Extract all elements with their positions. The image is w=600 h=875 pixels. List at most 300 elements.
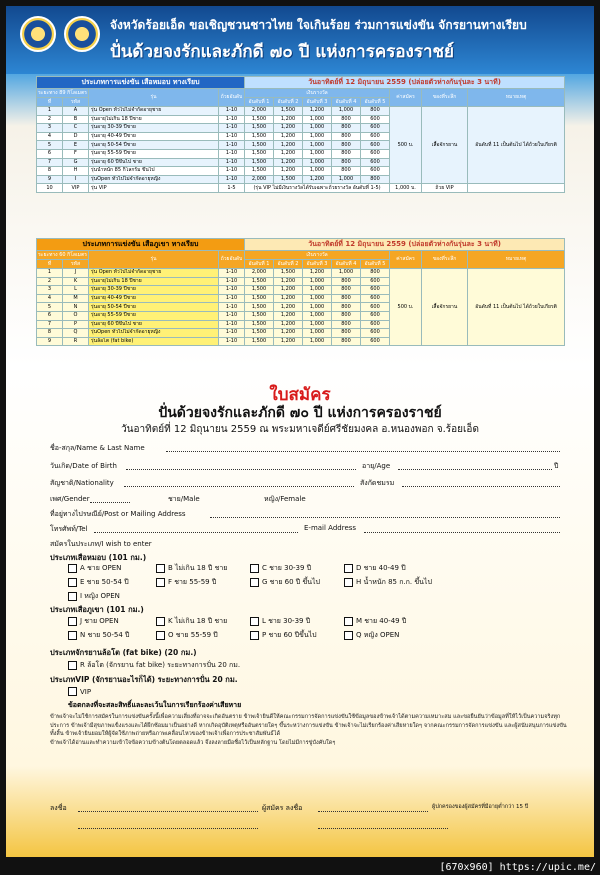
cell: 600 (361, 329, 390, 338)
cell: 1,000 (303, 124, 332, 133)
cell: 8 (37, 167, 63, 176)
col-code: รหัส (63, 98, 89, 107)
cell: 800 (332, 141, 361, 150)
cell: 1,000 (303, 141, 332, 150)
cell: 1,500 (245, 311, 274, 320)
cell: L (63, 286, 89, 295)
cell: 6 (37, 149, 63, 158)
option-label: VIP (80, 687, 92, 696)
cell: 1-10 (219, 107, 245, 116)
cell: 1-10 (219, 294, 245, 303)
option-label: K ไม่เกิน 18 ปี ชาย (168, 617, 228, 625)
cell-class: รุ่นOpen ทั่วไปไม่จำกัดอายุหญิง (89, 175, 219, 184)
cell: 2 (37, 277, 63, 286)
cell: 1,500 (245, 115, 274, 124)
cell: 800 (361, 107, 390, 116)
birth-label: วันเกิด/Date of Birth (50, 462, 117, 470)
address-label: ที่อยู่ทางไปรษณีย์/Post or Mailing Address (50, 510, 186, 518)
checkbox[interactable] (156, 564, 165, 573)
cell: 1 (37, 107, 63, 116)
checkbox[interactable] (250, 617, 259, 626)
cell: 800 (361, 175, 390, 184)
cell: 1-10 (219, 124, 245, 133)
cell: 1,000 (303, 337, 332, 346)
cell: 1,000 (303, 115, 332, 124)
cell: 1,500 (245, 132, 274, 141)
organization-seal-icon (64, 16, 100, 52)
option-H[interactable] (344, 577, 432, 588)
cell: 1-10 (219, 167, 245, 176)
cell: 4 (37, 294, 63, 303)
cell: 7 (37, 158, 63, 167)
col-place-5: อันดับที่ 5 (361, 98, 390, 107)
guardian-signature-field[interactable] (318, 811, 428, 812)
table-row (37, 107, 565, 116)
cell: 600 (361, 311, 390, 320)
club-field[interactable] (402, 486, 560, 487)
birth-field[interactable] (126, 469, 356, 470)
checkbox[interactable] (68, 687, 77, 696)
cell: 1-10 (219, 115, 245, 124)
option-Q[interactable] (344, 630, 399, 641)
cell: 1,500 (245, 294, 274, 303)
option-label: R ล้อโต (จักรยาน fat bike) ระยะทางการปั่น 20 กม. (80, 661, 241, 669)
year-label: ปี (554, 462, 559, 470)
cell-class: รุ่นอายุไม่เกิน 18 ปีชาย (89, 115, 219, 124)
checkbox[interactable] (250, 564, 259, 573)
cell: 600 (361, 303, 390, 312)
cell: 1,500 (245, 149, 274, 158)
cell-class: รุ่นอายุ 55-59 ปีชาย (89, 149, 219, 158)
sign-label: ลงชื่อ (50, 804, 67, 812)
name-label: ชื่อ-สกุล/Name & Last Name (50, 444, 145, 452)
option-label: M ชาย 40-49 ปี (356, 617, 407, 625)
col-note: หมายเหตุ (468, 89, 565, 107)
cell: VIP (63, 184, 89, 193)
cell: P (63, 320, 89, 329)
section-vip: ประเภทVIP (จักรยานอะไรก็ได้) ระยะทางการปั่น 20 กม. (50, 675, 238, 684)
cell: F (63, 149, 89, 158)
guardian-sign-label: ผู้สมัคร ลงชื่อ (262, 804, 303, 812)
col-fee: ค่าสมัคร (390, 251, 422, 269)
cell: 800 (332, 329, 361, 338)
cell: 1-5 (219, 184, 245, 193)
cell: 1,000 (303, 294, 332, 303)
cell: A (63, 107, 89, 116)
cell-class: รุ่นอายุ 60 ปีขึ้นไป ชาย (89, 320, 219, 329)
cell-class: รุ่น Open ทั่วไปไม่จำกัดอายุชาย (89, 269, 219, 278)
cell: 1,500 (245, 277, 274, 286)
tel-field[interactable] (94, 532, 298, 533)
cell: 1,500 (245, 303, 274, 312)
cell: 800 (361, 269, 390, 278)
cell: 1,200 (274, 337, 303, 346)
section-mountain-bike: ประเภทเสือภูเขา (101 กม.) (50, 605, 144, 614)
col-gift: ของที่ระลึก (422, 251, 468, 269)
cell: 1,500 (245, 286, 274, 295)
cell: 1,200 (274, 294, 303, 303)
col-award: ถ้วยอันดับ (219, 89, 245, 107)
col-code: รหัส (63, 260, 89, 269)
option-B[interactable] (156, 563, 227, 574)
cell: 600 (361, 124, 390, 133)
option-label: C ชาย 30-39 ปี (262, 564, 312, 572)
table-title: ประเภทการแข่งขัน เสือหมอบ ทางเรียบ (37, 77, 245, 89)
option-label: D ชาย 40-49 ปี (356, 564, 406, 572)
cell: 1,500 (274, 175, 303, 184)
cell: 800 (332, 337, 361, 346)
section-road-bike: ประเภทเสือหมอบ (101 กม.) (50, 553, 147, 562)
distance: ระยะทาง 89 กิโลเมตร (38, 89, 87, 96)
cell: 9 (37, 337, 63, 346)
cell: 1,200 (274, 158, 303, 167)
option-label: N ชาย 50-54 ปี (80, 631, 130, 639)
guardian-note: ผู้ปกครองของผู้สมัครที่มีอายุต่ำกว่า 15 ปี (432, 804, 529, 810)
cell: 5 (37, 303, 63, 312)
checkbox[interactable] (344, 631, 353, 640)
cell: 1,000 (303, 286, 332, 295)
option-N[interactable] (68, 630, 129, 641)
checkbox[interactable] (344, 564, 353, 573)
col-place-5: อันดับที่ 5 (361, 260, 390, 269)
table-row (37, 269, 565, 278)
cell-empty (468, 184, 565, 193)
col-place-3: อันดับที่ 3 (303, 98, 332, 107)
checkbox[interactable] (156, 578, 165, 587)
cell: 8 (37, 329, 63, 338)
cell-class: รุ่นอายุ 50-54 ปีชาย (89, 303, 219, 312)
cell: 1,500 (245, 337, 274, 346)
cell: 1-10 (219, 337, 245, 346)
province-seal-icon (20, 16, 56, 52)
address-field[interactable] (210, 517, 560, 518)
option-E[interactable] (68, 577, 129, 588)
cell: 2,000 (245, 107, 274, 116)
header-banner (6, 6, 594, 74)
cell: M (63, 294, 89, 303)
option-F[interactable] (156, 577, 216, 588)
mountain-bike-table (36, 238, 565, 346)
cell: 1,200 (274, 303, 303, 312)
cell: 600 (361, 277, 390, 286)
cell: 2,000 (245, 269, 274, 278)
cell: N (63, 303, 89, 312)
cell: 1,000 (303, 277, 332, 286)
cell: 1-10 (219, 269, 245, 278)
cell-class: รุ่นอายุ 30-39 ปีชาย (89, 286, 219, 295)
checkbox[interactable] (68, 631, 77, 640)
col-award: ถ้วยอันดับ (219, 251, 245, 269)
cell: 1,200 (274, 320, 303, 329)
col-place-4: อันดับที่ 4 (332, 260, 361, 269)
cell-class: รุ่นอายุ 40-49 ปีชาย (89, 294, 219, 303)
col-no: ที่ (37, 260, 63, 269)
col-note: หมายเหตุ (468, 251, 565, 269)
col-gift: ของที่ระลึก (422, 89, 468, 107)
cell: 800 (332, 320, 361, 329)
email-field[interactable] (364, 532, 560, 533)
option-label: H น้ำหนัก 85 ก.ก. ขึ้นไป (356, 578, 432, 586)
cell: 1,500 (245, 124, 274, 133)
cell: E (63, 141, 89, 150)
option-K[interactable] (156, 616, 227, 627)
cell: 1-10 (219, 303, 245, 312)
option-R[interactable] (68, 660, 240, 671)
cell: 800 (332, 277, 361, 286)
checkbox[interactable] (68, 661, 77, 670)
cell: 600 (361, 294, 390, 303)
age-label: อายุ/Age (362, 462, 391, 470)
cell: 600 (361, 149, 390, 158)
cell: 1-10 (219, 286, 245, 295)
checkbox[interactable] (250, 578, 259, 587)
cell: 1,000 (303, 329, 332, 338)
cell: 1,200 (274, 124, 303, 133)
nationality-label: สัญชาติ/Nationality (50, 479, 114, 487)
cell-fee: 500 บ. (390, 269, 422, 346)
cell: 10 (37, 184, 63, 193)
terms-title: ข้อตกลงที่จะสละสิทธิ์และละเว้นในการเรียกร้องค่าเสียหาย (68, 701, 242, 709)
terms-paragraph-2: ข้าพเจ้าได้อ่านและทำความเข้าใจข้อความข้างต้นโดยตลอดแล้ว จึงลงลายมือชื่อไว้เป็นหลักฐาน โดยไม่มีการขู่บังคับใดๆ (50, 739, 336, 746)
cell: 1-10 (219, 311, 245, 320)
cell: 1,200 (274, 149, 303, 158)
checkbox[interactable] (68, 592, 77, 601)
cell: 6 (37, 311, 63, 320)
cell: 600 (361, 286, 390, 295)
cell: 1,200 (303, 269, 332, 278)
cell: 800 (332, 124, 361, 133)
cell: 1,200 (274, 167, 303, 176)
cell: 800 (332, 149, 361, 158)
cell: 800 (332, 132, 361, 141)
cell: 1,200 (274, 141, 303, 150)
cell: 1,200 (303, 175, 332, 184)
cell: 1-10 (219, 175, 245, 184)
road-bike-table (36, 76, 565, 193)
option-I[interactable] (68, 591, 120, 602)
cell: O (63, 311, 89, 320)
cell: 1,000 บ. (390, 184, 422, 193)
table-date: วันอาทิตย์ที่ 12 มิถุนายน 2559 (ปล่อยตัวห่างกันรุ่นละ 3 นาที) (245, 77, 565, 89)
cell: 1,200 (274, 277, 303, 286)
checkbox[interactable] (68, 564, 77, 573)
cell: 600 (361, 167, 390, 176)
cell: 4 (37, 132, 63, 141)
form-venue: วันอาทิตย์ที่ 12 มิถุนายน 2559 ณ พระมหาเจดีย์ศรีชัยมงคล อ.หนองพอก จ.ร้อยเอ็ด (121, 424, 479, 435)
col-prize: เงินรางวัล (245, 251, 390, 260)
cell: 1,200 (274, 286, 303, 295)
cell: 1 (37, 269, 63, 278)
cell-class: รุ่นน้ำหนัก 85 กิโลกรัม ขึ้นไป (89, 167, 219, 176)
option-label: P ชาย 60 ปีขึ้นไป (262, 631, 317, 639)
cell: 1,500 (245, 329, 274, 338)
cell: 600 (361, 337, 390, 346)
cell: 1,500 (245, 158, 274, 167)
cell: 600 (361, 115, 390, 124)
cell: 1,000 (303, 149, 332, 158)
cell-class: รุ่นOpen ทั่วไปไม่จำกัดอายุหญิง (89, 329, 219, 338)
terms-paragraph: ข้าพเจ้าจะไม่ใช้การสมัครในการแข่งขันครั้งนี้เพื่อความเสี่ยงที่อาจจะเกิดอันตราย ข้าพเจ้ายินดีให้คณะกรรมการจัดการแข่งขันใช้ข้อมูลของข้าพเจ้าได้ตามความเหมาะสม และขอยืนยันว่าข้อมูลที่ให้ไว้เป็นความจริงทุกประการ ข้าพเจ้ามีสุขภาพแข็งแรงและได้ฝึกซ้อมมาเป็นอย่างดี หากเกิดอุบัติเหตุหรืออันตรายใดๆ ขึ้นระหว่างการแข่งขัน ข้าพเจ้าจะไม่เรียกร้องค่าเสียหายใดๆ จากคณะกรรมการจัดการแข่งขัน และผู้สนับสนุนการแข่งขันทั้งสิ้น ข้าพเจ้ายินยอมให้ผู้จัดใช้ภาพถ่ายหรือภาพเคลื่อนไหวของข้าพเจ้าเพื่อการประชาสัมพันธ์ได้ (50, 714, 567, 738)
option-J[interactable] (68, 616, 119, 627)
cell-class: รุ่นอายุ 30-39 ปีชาย (89, 124, 219, 133)
name-field[interactable] (166, 451, 560, 452)
wish-label: สมัครในประเภท/I wish to enter (50, 540, 152, 548)
col-fee: ค่าสมัคร (390, 89, 422, 107)
cell-class: รุ่นอายุ 50-54 ปีชาย (89, 141, 219, 150)
cell: 600 (361, 158, 390, 167)
cell: D (63, 132, 89, 141)
cell: C (63, 124, 89, 133)
cell: 600 (361, 141, 390, 150)
cell: G (63, 158, 89, 167)
cell: 1,000 (332, 107, 361, 116)
cell: 1,500 (274, 269, 303, 278)
distance: ระยะทาง 60 กิโลเมตร (38, 251, 87, 258)
cell-class: รุ่นล้อโต (fat bike) (89, 337, 219, 346)
tel-label: โทรศัพท์/Tel (50, 525, 88, 533)
cell: 1-10 (219, 158, 245, 167)
option-A[interactable] (68, 563, 121, 574)
checkbox[interactable] (68, 578, 77, 587)
col-place-2: อันดับที่ 2 (274, 260, 303, 269)
cell: 1,500 (245, 141, 274, 150)
cell: 9 (37, 175, 63, 184)
cell: 600 (361, 320, 390, 329)
cell: 1,500 (245, 320, 274, 329)
option-label: E ชาย 50-54 ปี (80, 578, 129, 586)
checkbox[interactable] (344, 578, 353, 587)
cell: ถ้วย VIP (422, 184, 468, 193)
cell: 1,000 (303, 132, 332, 141)
section-fat-bike: ประเภทจักรยานล้อโต (fat bike) (20 กม.) (50, 648, 197, 657)
guardian-date-field[interactable] (318, 828, 448, 829)
option-M[interactable] (344, 616, 406, 627)
cell: 1,000 (303, 158, 332, 167)
nationality-field[interactable] (124, 486, 354, 487)
cell: 2,000 (245, 175, 274, 184)
cell: B (63, 115, 89, 124)
cell: 2 (37, 115, 63, 124)
table-date: วันอาทิตย์ที่ 12 มิถุนายน 2559 (ปล่อยตัวห่างกันรุ่นละ 3 นาที) (245, 239, 565, 251)
checkbox[interactable] (344, 617, 353, 626)
gender-male[interactable]: ชาย/Male (168, 495, 200, 503)
cell: 1,000 (303, 167, 332, 176)
cell: 1,500 (274, 107, 303, 116)
cell-note: อันดับที่ 11 เป็นต้นไป ได้ถ้วยใบเกียรติ (468, 269, 565, 346)
cell: 1,200 (274, 132, 303, 141)
cell: 800 (332, 294, 361, 303)
cell: รุ่น VIP (89, 184, 219, 193)
option-P[interactable] (250, 630, 317, 641)
option-label: F ชาย 55-59 ปี (168, 578, 217, 586)
cell-class: รุ่นอายุ 60 ปีขึ้นไป ชาย (89, 158, 219, 167)
option-label: A ชาย OPEN (80, 564, 122, 572)
cell: 1,000 (303, 311, 332, 320)
cell: I (63, 175, 89, 184)
cell: 800 (332, 167, 361, 176)
option-L[interactable] (250, 616, 310, 627)
cell: 3 (37, 286, 63, 295)
option-label: O ชาย 55-59 ปี (168, 631, 218, 639)
form-title: ใบสมัคร (269, 385, 331, 405)
option-label: J ชาย OPEN (80, 617, 119, 625)
header-line1: จังหวัดร้อยเอ็ด ขอเชิญชวนชาวไทย ใจเกินร้อย ร่วมการแข่งขัน จักรยานทางเรียบ (110, 18, 527, 32)
terms-text (50, 713, 570, 747)
cell: R (63, 337, 89, 346)
email-label: E-mail Address (304, 524, 357, 532)
cell: 1,500 (245, 167, 274, 176)
checkbox[interactable] (156, 617, 165, 626)
cell: 1,200 (303, 107, 332, 116)
cell: 800 (332, 286, 361, 295)
cell-fee: 500 บ. (390, 107, 422, 184)
cell: H (63, 167, 89, 176)
cell: 1-10 (219, 329, 245, 338)
cell: 1,000 (303, 303, 332, 312)
cell: 1-10 (219, 277, 245, 286)
form-subtitle: ปั่นด้วยจงรักและภักดี ๗๐ ปี แห่งการครองราชย์ (158, 405, 442, 421)
cell: J (63, 269, 89, 278)
checkbox[interactable] (68, 617, 77, 626)
watermark: [670x960] https://upic.me/ (439, 862, 596, 873)
col-no: ที่ (37, 98, 63, 107)
option-O[interactable] (156, 630, 218, 641)
cell: 1,200 (274, 311, 303, 320)
gender-label: เพศ/Gender (50, 495, 90, 503)
cell: 1,000 (303, 320, 332, 329)
club-label: สังกัดชมรม (360, 479, 395, 487)
gender-field[interactable] (90, 502, 130, 503)
gender-female[interactable]: หญิง/Female (264, 495, 306, 503)
cell: 1-10 (219, 132, 245, 141)
option-C[interactable] (250, 563, 311, 574)
cell-note: อันดับที่ 11 เป็นต้นไป ได้ถ้วยใบเกียรติ (468, 107, 565, 184)
cell: 1,000 (332, 175, 361, 184)
option-D[interactable] (344, 563, 406, 574)
option-label: I หญิง OPEN (80, 592, 120, 600)
cell-class: รุ่นอายุ 40-49 ปีชาย (89, 132, 219, 141)
cell: 800 (332, 311, 361, 320)
cell: 1,200 (274, 329, 303, 338)
age-field[interactable] (398, 469, 552, 470)
col-place-2: อันดับที่ 2 (274, 98, 303, 107)
cell: Q (63, 329, 89, 338)
cell: 7 (37, 320, 63, 329)
option-vip[interactable] (68, 687, 91, 696)
col-class: รุ่น (89, 89, 219, 107)
cell: 1,000 (332, 269, 361, 278)
cell-class: รุ่นอายุไม่เกิน 18 ปีชาย (89, 277, 219, 286)
sign-date-field[interactable] (78, 828, 258, 829)
poster (6, 6, 594, 857)
cell-class: รุ่นอายุ 55-59 ปีชาย (89, 311, 219, 320)
cell: 1-10 (219, 149, 245, 158)
signature-field[interactable] (78, 811, 258, 812)
header-title: ปั่นด้วยจงรักและภักดี ๗๐ ปี แห่งการครองราชย์ (110, 42, 455, 62)
cell: 3 (37, 124, 63, 133)
table-row-vip (37, 184, 565, 193)
checkbox[interactable] (250, 631, 259, 640)
option-label: Q หญิง OPEN (356, 631, 400, 639)
option-label: L ชาย 30-39 ปี (262, 617, 311, 625)
checkbox[interactable] (156, 631, 165, 640)
col-place-1: อันดับที่ 1 (245, 98, 274, 107)
cell: 1-10 (219, 141, 245, 150)
cell-class: รุ่น Open ทั่วไปไม่จำกัดอายุชาย (89, 107, 219, 116)
col-place-1: อันดับที่ 1 (245, 260, 274, 269)
option-G[interactable] (250, 577, 320, 588)
col-place-4: อันดับที่ 4 (332, 98, 361, 107)
